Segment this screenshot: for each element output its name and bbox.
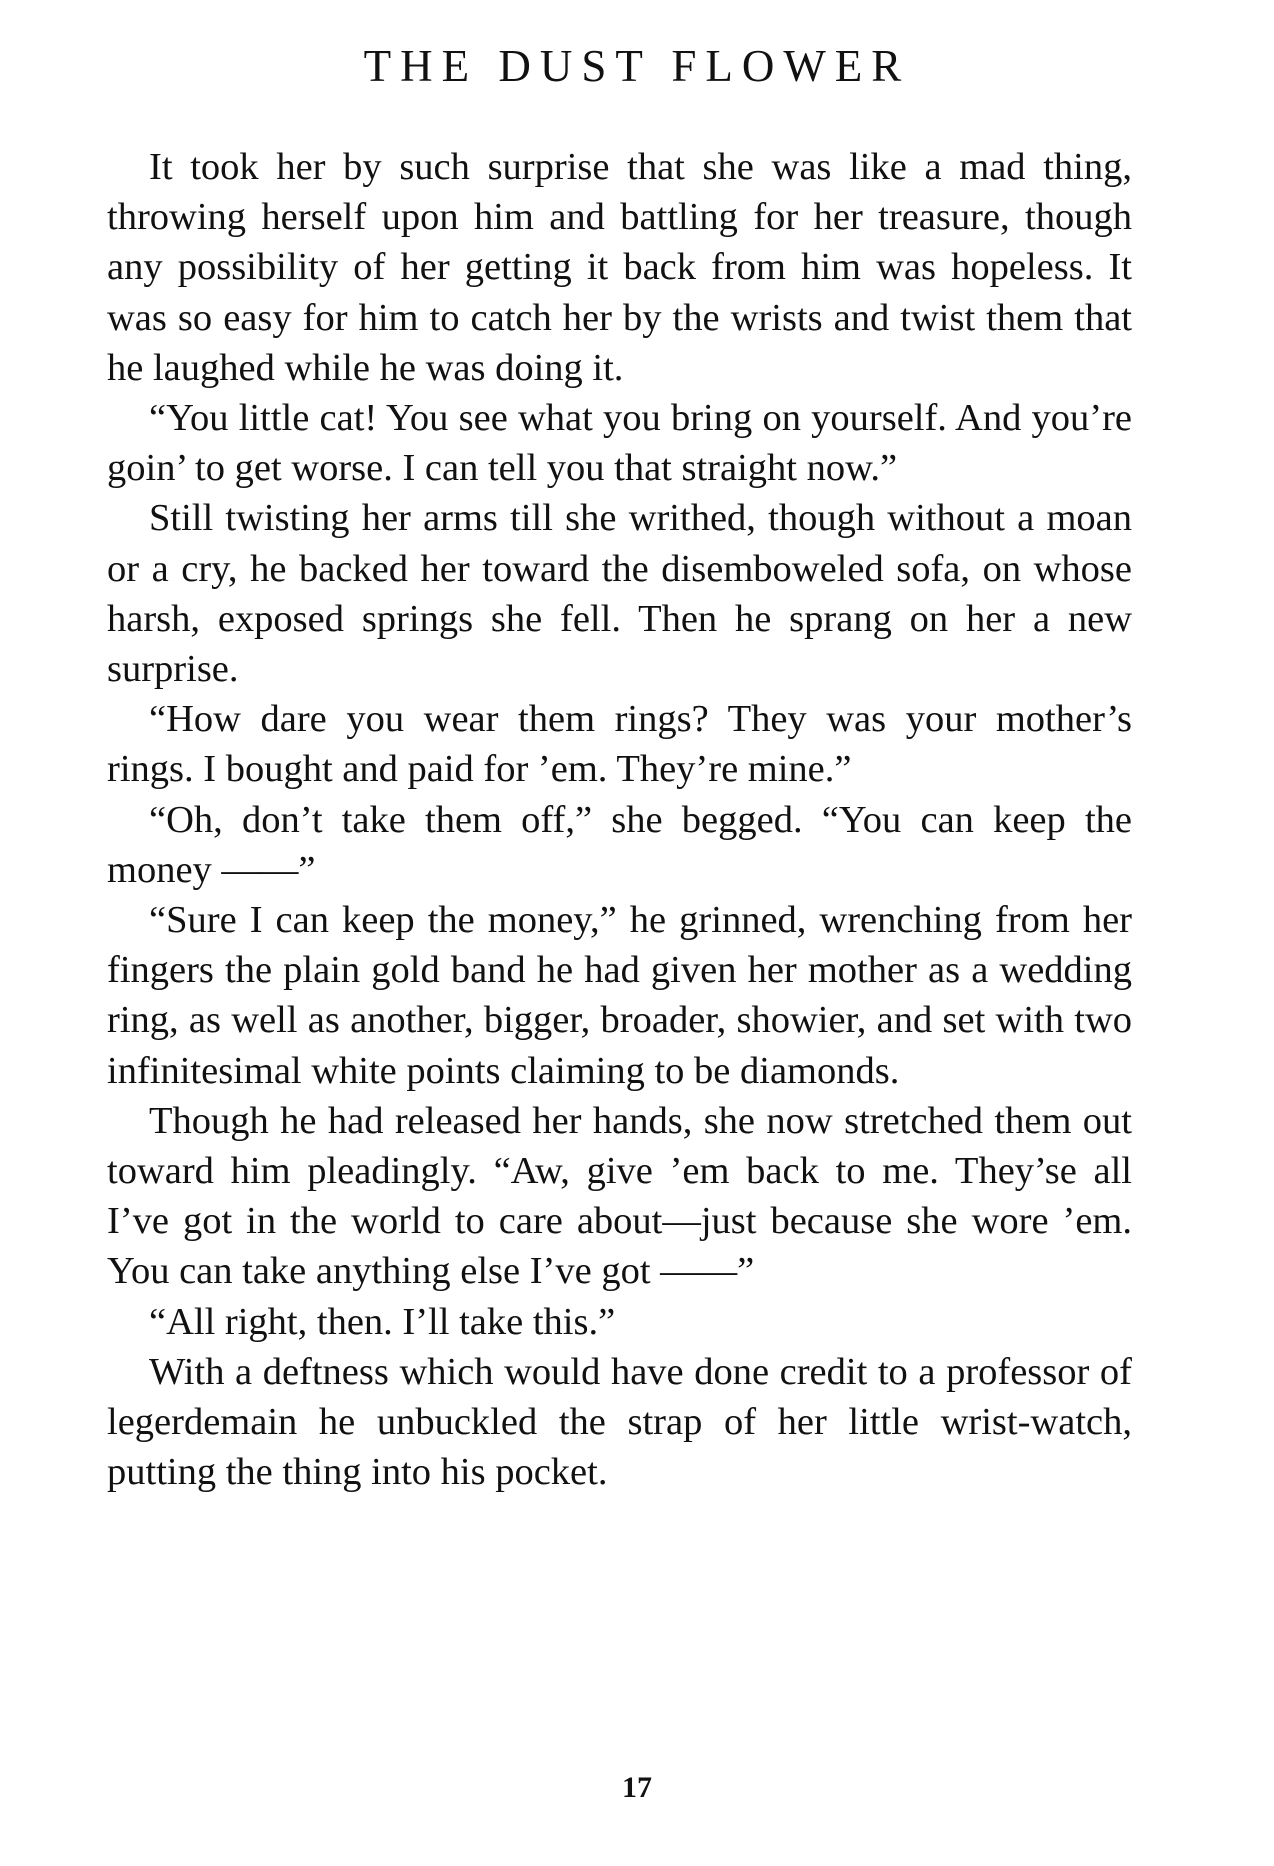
body-text — [107, 142, 1132, 1497]
paragraph: It took her by such surprise that she was like a mad thing, throwing herself upon him and battling for her treasure, though any possibility of her getting it back from him was hopeless. It was so easy for him to catch her by the wrists and twist them that he laughed while he was doing it. — [107, 146, 1132, 389]
paragraph: “All right, then. I’ll take this.” — [149, 1300, 616, 1343]
paragraph: Still twisting her arms till she writhed, though without a moan or a cry, he backed her toward the disemboweled sofa, on whose harsh, exposed springs she fell. Then he sprang on her a new surprise. — [107, 497, 1132, 691]
paragraph: “Sure I can keep the money,” he grinned, wrenching from her fingers the plain gold band he had given her mother as a wedding ring, as well as another, bigger, broader, showier, and set with two infinitesimal white points claiming to be diamonds. — [107, 899, 1132, 1092]
paragraph: “How dare you wear them rings? They was your mother’s rings. I bought and paid for ’em. They’re mine.” — [107, 698, 1132, 791]
paragraph: “You little cat! You see what you bring on yourself. And you’re goin’ to get worse. I can tell you that straight now.” — [107, 397, 1132, 490]
running-head: THE DUST FLOWER — [363, 41, 911, 91]
page-number: 17 — [622, 1771, 652, 1804]
paragraph: Though he had released her hands, she now stretched them out toward him pleadingly. “Aw, give ’em back to me. They’se all I’ve got in the world to care about—just because she wore ’em. You can take anything else I’ve got ——” — [107, 1099, 1132, 1293]
paragraph: With a deftness which would have done credit to a professor of legerdemain he unbuckled the strap of her little wrist-watch, putting the thing into his pocket. — [107, 1350, 1132, 1494]
paragraph: “Oh, don’t take them off,” she begged. “You can keep the money ——” — [107, 798, 1132, 891]
